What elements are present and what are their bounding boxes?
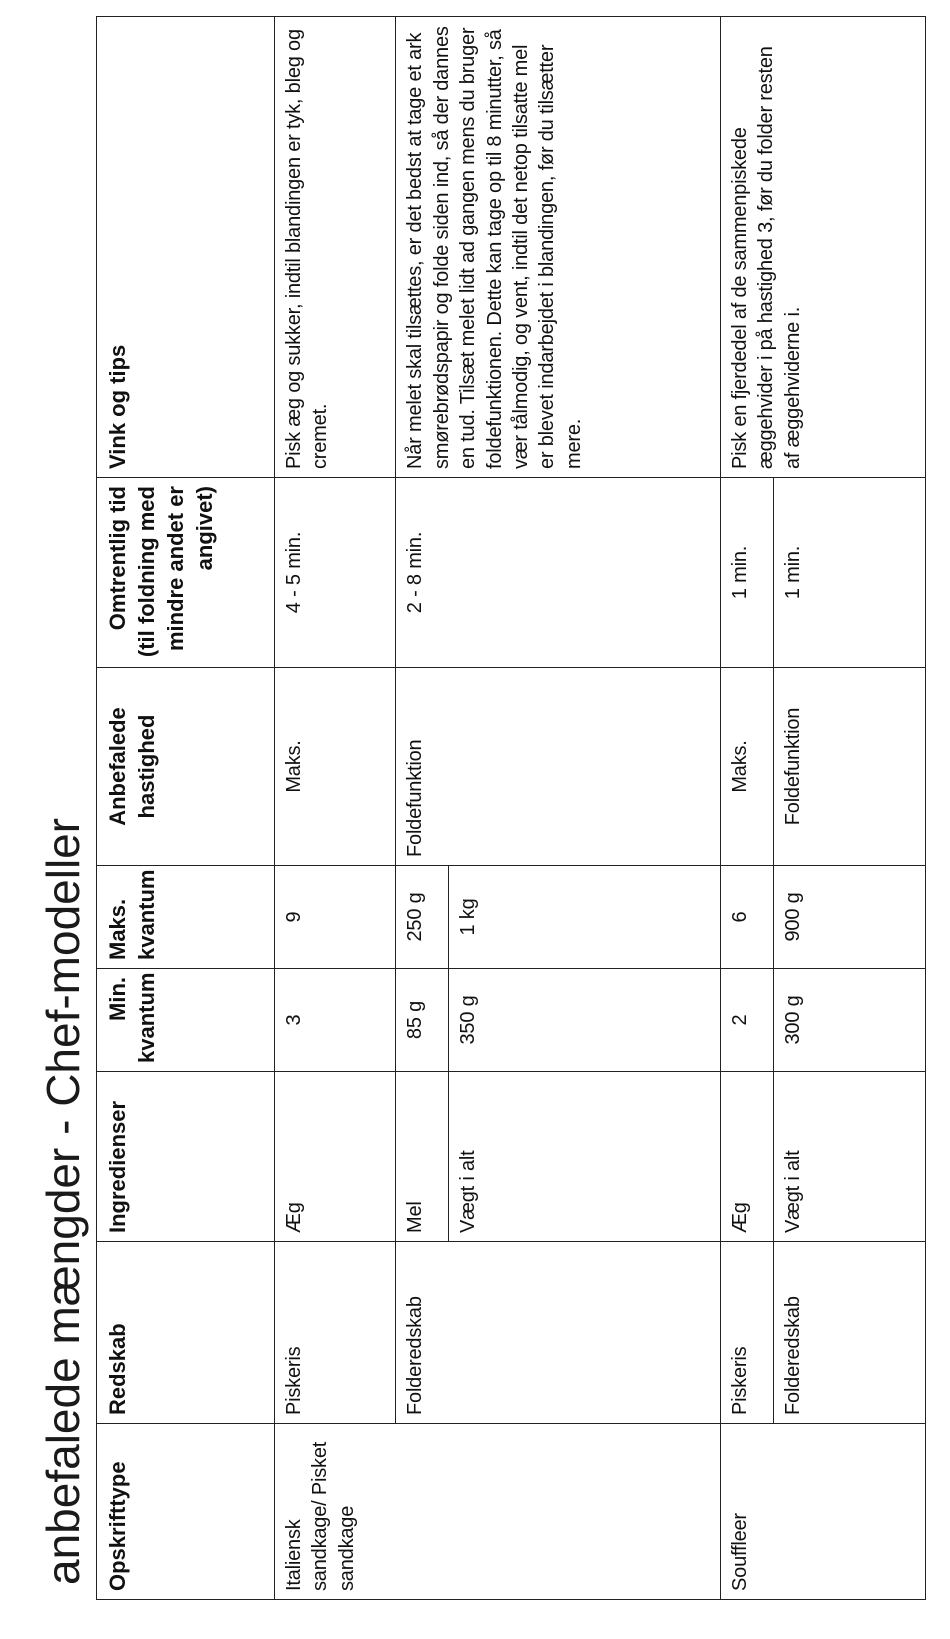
tips-cell: Pisk æg og sukker, indtil blandingen er tyk, bleg og cremet.	[275, 17, 396, 478]
ingredient-cell: Æg	[275, 1072, 396, 1242]
max-quantity-cell: 250 g	[396, 866, 449, 969]
max-quantity-cell: 9	[275, 866, 396, 969]
header-tips: Vink og tips	[97, 17, 275, 478]
header-ingredients: Ingredienser	[97, 1072, 275, 1242]
time-cell: 4 - 5 min.	[275, 478, 396, 668]
max-quantity-cell: 1 kg	[449, 866, 720, 969]
header-max-quantity: Maks. kvantum	[97, 866, 275, 969]
tips-cell: Når melet skal tilsættes, er det bedst at tage et ark smørebrødspapir og folde siden ind, så der dannes en tud. Tilsæt melet lidt ad gangen mens du bruger foldefunktionen. Dette kan tage op til 8 minutter, så vær tålmodig, og vent, indtil det netop tilsatte mel er blevet indarbejdet i blandingen, før du tilsætter mere.	[396, 17, 720, 478]
max-quantity-cell: 900 g	[773, 866, 925, 969]
table-row	[720, 17, 773, 1600]
recipe-type-continued-cell	[449, 1424, 720, 1600]
tool-cell: Piskeris	[275, 1242, 396, 1424]
recipe-type-cell: Italiensk sandkage/ Pisket sandkage	[275, 1424, 396, 1600]
page-title: anbefalede mængder - Chef-modeller	[37, 817, 89, 1585]
tool-cell: Piskeris	[720, 1242, 773, 1424]
ingredient-cell: Mel	[396, 1072, 449, 1242]
tool-cell: Folderedskab	[396, 1242, 449, 1424]
recipe-type-cell: Souffleer	[720, 1424, 773, 1600]
header-min-quantity: Min. kvantum	[97, 969, 275, 1072]
ingredient-cell: Vægt i alt	[449, 1072, 720, 1242]
time-cell: 1 min.	[720, 478, 773, 668]
speed-cell: Maks.	[720, 668, 773, 866]
quantity-table	[96, 16, 926, 1600]
speed-cell: Foldefunktion	[773, 668, 925, 866]
table-row	[275, 17, 396, 1600]
header-recipe-type: Opskrifttype	[97, 1424, 275, 1600]
header-tool: Redskab	[97, 1242, 275, 1424]
ingredient-cell: Æg	[720, 1072, 773, 1242]
table-container	[96, 17, 926, 1600]
table-row	[396, 17, 449, 1600]
time-cell: 2 - 8 min.	[396, 478, 720, 668]
header-approx-time: Omtrentlig tid (til foldning med mindre andet er angivet)	[97, 478, 275, 668]
tool-continued-cell	[449, 1242, 720, 1424]
recipe-type-continued-cell	[396, 1424, 449, 1600]
ingredient-cell: Vægt i alt	[773, 1072, 925, 1242]
header-row	[97, 17, 275, 1600]
tool-cell: Folderedskab	[773, 1242, 925, 1424]
min-quantity-cell: 2	[720, 969, 773, 1072]
recipe-type-continued-cell	[773, 1424, 925, 1600]
max-quantity-cell: 6	[720, 866, 773, 969]
min-quantity-cell: 350 g	[449, 969, 720, 1072]
time-cell: 1 min.	[773, 478, 925, 668]
tips-cell: Pisk en fjerdedel af de sammenpiskede æggehvider i på hastighed 3, før du folder resten af æggehviderne i.	[720, 17, 925, 478]
min-quantity-cell: 85 g	[396, 969, 449, 1072]
min-quantity-cell: 300 g	[773, 969, 925, 1072]
min-quantity-cell: 3	[275, 969, 396, 1072]
header-recommended-speed: Anbefalede hastighed	[97, 668, 275, 866]
speed-cell: Foldefunktion	[396, 668, 720, 866]
speed-cell: Maks.	[275, 668, 396, 866]
